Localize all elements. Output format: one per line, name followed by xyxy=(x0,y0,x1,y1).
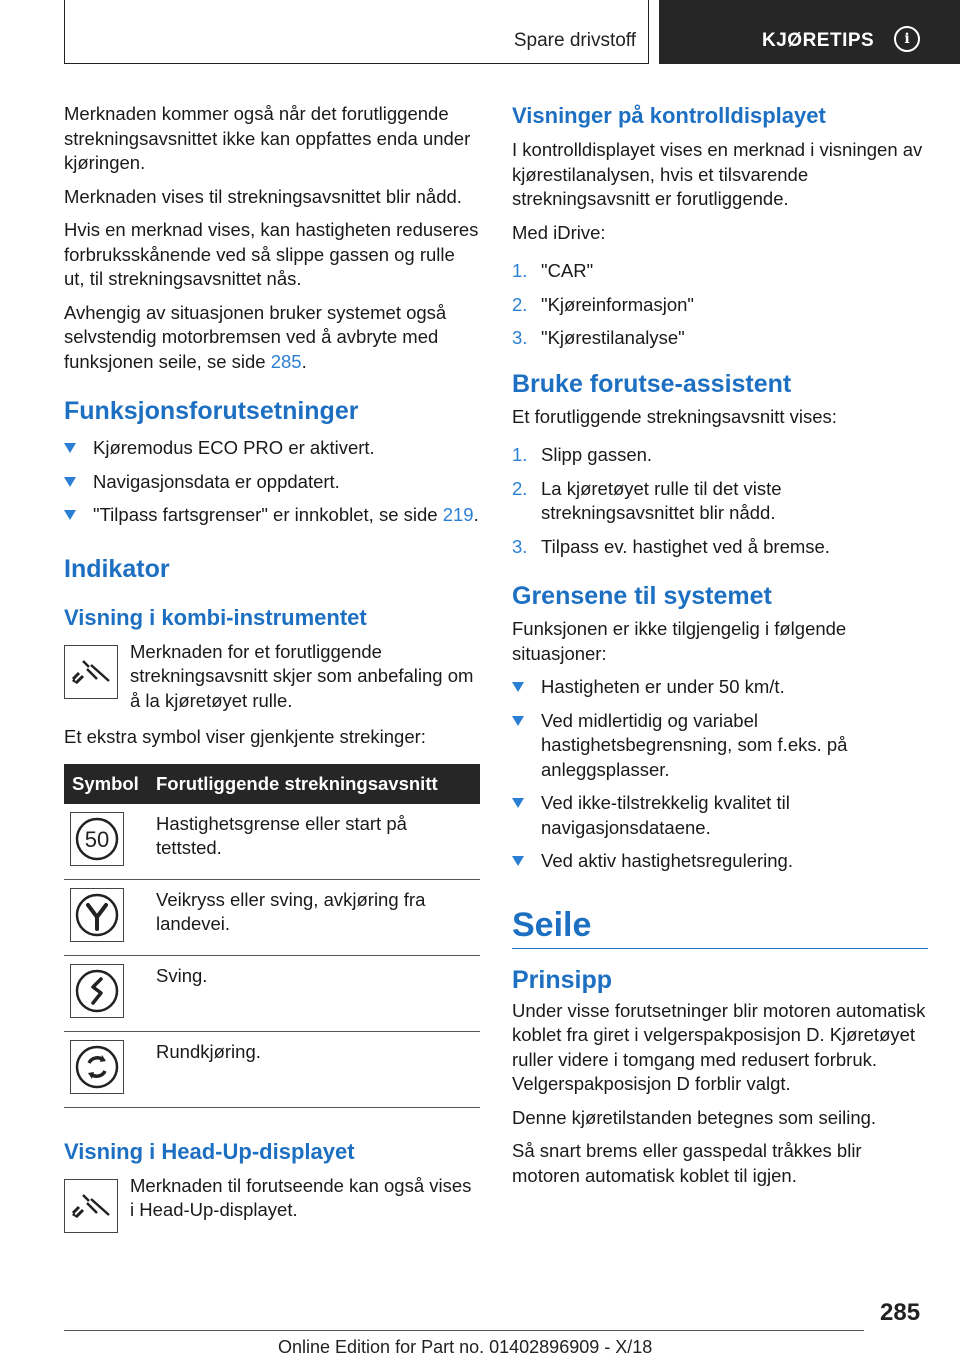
footer-edition: Online Edition for Part no. 01402896909 - X/18 xyxy=(278,1337,653,1357)
list-item-text: Kjøremodus ECO PRO er aktivert. xyxy=(93,437,375,458)
symbol-table xyxy=(64,764,480,1108)
header-chapter-label: KJØRETIPS xyxy=(762,30,875,51)
table-cell-description: Hastighetsgrense eller start på tettsted. xyxy=(148,804,480,880)
requirements-list xyxy=(64,436,480,528)
page-link-285[interactable]: 285 xyxy=(270,350,302,372)
paragraph-text: Avhengig av situasjonen bruker systemet også selvstendig motorbremsen ved å avbryte med funksjonen seile, se side xyxy=(64,301,447,372)
table-cell-description: Veikryss eller sving, avkjøring fra landevei. xyxy=(148,879,480,955)
page-number: 285 xyxy=(880,1299,921,1326)
anticipation-assistant-icon xyxy=(64,1179,118,1233)
paragraph: Så snart brems eller gasspedal tråkkes blir motoren automatisk koblet til igjen. xyxy=(512,1140,862,1186)
list-item-end: . xyxy=(473,504,479,525)
footer-divider xyxy=(64,1330,864,1331)
kombi-text: Merknaden for et forutliggende strekningsavsnitt skjer som anbefaling om å la kjøretøyet rulle. xyxy=(130,640,474,711)
paragraph-end: . xyxy=(301,350,307,372)
hud-text: Merknaden til forutseende kan også vises i Head-Up-displayet. xyxy=(130,1174,472,1220)
step-number: 2. xyxy=(512,477,528,499)
list-item-text: "Kjørestilanalyse" xyxy=(541,327,685,348)
table-cell-description: Rundkjøring. xyxy=(148,1031,480,1107)
step-number: 1. xyxy=(512,260,528,281)
triangle-bullet-icon xyxy=(64,477,76,487)
table-cell-symbol xyxy=(64,955,148,1031)
list-item xyxy=(512,293,928,318)
list-item xyxy=(512,535,928,560)
list-item xyxy=(64,470,480,495)
table-cell-description: Sving. xyxy=(148,955,480,1031)
paragraph xyxy=(64,301,480,375)
table-row xyxy=(64,955,480,1031)
use-steps xyxy=(512,443,928,559)
table-cell-symbol xyxy=(64,879,148,955)
speed-limit-icon xyxy=(70,812,124,866)
heading-indikator: Indikator xyxy=(64,554,170,583)
roundabout-icon xyxy=(70,1040,124,1094)
heading-seile: Seile xyxy=(512,905,592,944)
list-item xyxy=(64,436,480,461)
idrive-steps xyxy=(512,259,928,351)
list-item-text: Ved aktiv hastighetsregulering. xyxy=(541,850,793,871)
anticipation-assistant-icon xyxy=(64,645,118,699)
speed-limit-value: 50 xyxy=(84,826,110,852)
list-item-text: La kjøretøyet rulle til det viste strekningsavsnittet blir nådd. xyxy=(541,477,782,523)
heading-funksjonsforutsetninger: Funksjonsforutsetninger xyxy=(64,397,359,425)
triangle-bullet-icon xyxy=(512,798,524,808)
list-item xyxy=(512,326,928,351)
heading-kombi-instrument: Visning i kombi-instrumentet xyxy=(64,604,367,630)
hud-note xyxy=(64,1174,480,1233)
list-item xyxy=(512,849,928,874)
table-cell-symbol xyxy=(64,804,148,880)
list-item xyxy=(512,675,928,700)
list-item xyxy=(512,259,928,284)
list-item-text: Hastigheten er under 50 km/t. xyxy=(541,676,785,697)
list-item-text: Ved midlertidig og variabel hastighetsbegrensning, som f.eks. på anleggsplasser. xyxy=(541,709,848,780)
paragraph: Med iDrive: xyxy=(512,221,606,243)
triangle-bullet-icon xyxy=(64,443,76,453)
list-item xyxy=(512,477,928,526)
heading-grensene: Grensene til systemet xyxy=(512,582,772,610)
left-column xyxy=(64,102,480,1245)
list-item xyxy=(512,443,928,468)
paragraph: Merknaden kommer også når det forutliggende strekningsavsnittet ikke kan oppfattes enda under kjøringen. xyxy=(64,103,471,173)
list-item-text: Navigasjonsdata er oppdatert. xyxy=(93,470,340,492)
limits-list xyxy=(512,675,928,874)
list-item-text: Ved ikke-tilstrekkelig kvalitet til navigasjonsdataene. xyxy=(541,792,790,838)
paragraph: Merknaden vises til strekningsavsnittet blir nådd. xyxy=(64,185,462,207)
heading-prinsipp: Prinsipp xyxy=(512,965,613,994)
list-item-text: "CAR" xyxy=(541,260,594,281)
kombi-note xyxy=(64,640,480,714)
paragraph: Et forutliggende strekningsavsnitt vises: xyxy=(512,405,837,427)
triangle-bullet-icon xyxy=(512,682,524,692)
step-number: 3. xyxy=(512,535,528,557)
table-header-description: Forutliggende strekningsavsnitt xyxy=(148,764,480,804)
paragraph: Hvis en merknad vises, kan hastigheten reduseres forbruksskånende ved så slippe gassen og rulle ut, til strekningsavsnittet nås. xyxy=(64,219,479,289)
list-item-text: Tilpass ev. hastighet ved å bremse. xyxy=(541,535,830,557)
triangle-bullet-icon xyxy=(512,716,524,726)
list-item xyxy=(512,709,928,783)
paragraph: Under visse forutsetninger blir motoren automatisk koblet fra giret i velgerspakposisjon D. Kjøretøyet ruller videre i tomgang med redusert forbruk. Velgerspakposisjon D forblir valgt. xyxy=(512,999,926,1094)
step-number: 1. xyxy=(512,444,528,465)
table-row xyxy=(64,1031,480,1107)
table-header-symbol: Symbol xyxy=(64,764,148,804)
info-icon: i xyxy=(894,26,920,52)
header-section-title: Spare drivstoff xyxy=(513,30,636,51)
paragraph: I kontrolldisplayet vises en merknad i visningen av kjørestilanalysen, hvis et tilsvarende strekningsavsnitt er forutliggende. xyxy=(512,139,923,209)
table-row xyxy=(64,804,480,880)
paragraph: Funksjonen er ikke tilgjengelig i følgende situasjoner: xyxy=(512,618,847,664)
heading-bruke-forutse: Bruke forutse-assistent xyxy=(512,369,792,398)
right-column xyxy=(512,102,928,1197)
list-item-text: Slipp gassen. xyxy=(541,444,653,465)
paragraph: Denne kjøretilstanden betegnes som seiling. xyxy=(512,1106,877,1128)
page-link-219[interactable]: 219 xyxy=(442,504,474,525)
section-title-seile xyxy=(512,904,928,949)
list-item xyxy=(512,791,928,840)
step-number: 2. xyxy=(512,293,528,315)
triangle-bullet-icon xyxy=(64,510,76,520)
junction-icon xyxy=(70,888,124,942)
step-number: 3. xyxy=(512,327,528,348)
curve-icon xyxy=(70,964,124,1018)
heading-kontrolldisplay: Visninger på kontrolldisplayet xyxy=(512,103,826,128)
list-item-text: "Kjøreinformasjon" xyxy=(541,293,694,315)
paragraph: Et ekstra symbol viser gjenkjente strekinger: xyxy=(64,726,426,747)
table-row xyxy=(64,879,480,955)
table-cell-symbol xyxy=(64,1031,148,1107)
list-item xyxy=(64,503,480,528)
table-header-row xyxy=(64,764,480,804)
triangle-bullet-icon xyxy=(512,856,524,866)
list-item-text: "Tilpass fartsgrenser" er innkoblet, se side xyxy=(93,504,443,525)
heading-head-up-display: Visning i Head-Up-displayet xyxy=(64,1138,355,1164)
header-chapter-tab xyxy=(659,0,960,64)
